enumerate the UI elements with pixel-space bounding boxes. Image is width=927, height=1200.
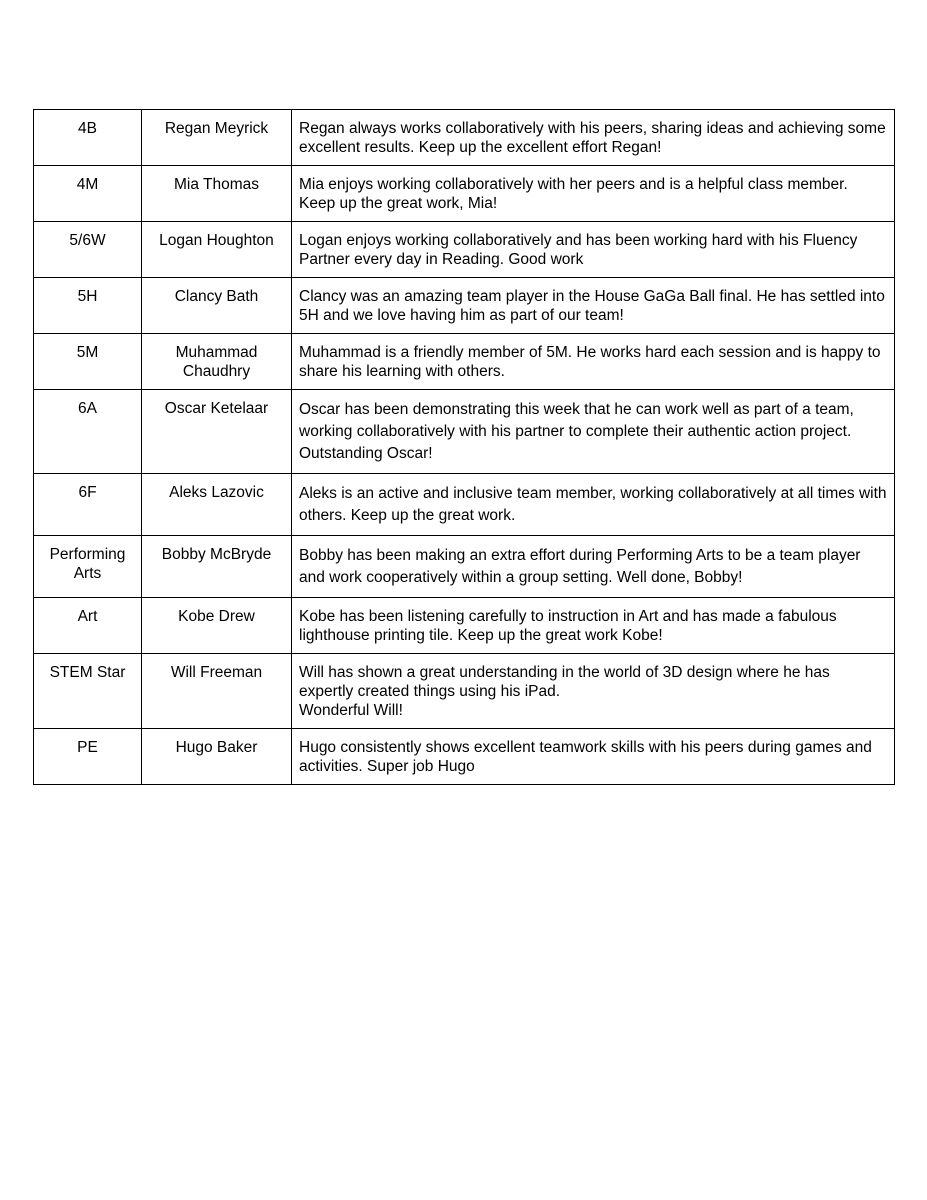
student-name-cell: Will Freeman — [142, 654, 292, 729]
student-name-cell: Oscar Ketelaar — [142, 390, 292, 474]
student-name-cell: Regan Meyrick — [142, 110, 292, 166]
class-cell: 4B — [34, 110, 142, 166]
class-cell: Art — [34, 598, 142, 654]
student-name-cell: Clancy Bath — [142, 278, 292, 334]
comment-cell: Regan always works collaboratively with his peers, sharing ideas and achieving some excellent results. Keep up the excellent effort Regan! — [292, 110, 895, 166]
class-cell: 6A — [34, 390, 142, 474]
class-cell: PE — [34, 729, 142, 785]
table-row — [34, 222, 895, 278]
table-row — [34, 654, 895, 729]
table-row — [34, 166, 895, 222]
comment-cell: Mia enjoys working collaboratively with her peers and is a helpful class member. Keep up the great work, Mia! — [292, 166, 895, 222]
student-name-cell: Muhammad Chaudhry — [142, 334, 292, 390]
comment-cell: Will has shown a great understanding in the world of 3D design where he has expertly created things using his iPad. Wonderful Will! — [292, 654, 895, 729]
awards-table — [33, 109, 895, 785]
table-row — [34, 729, 895, 785]
table-row — [34, 474, 895, 536]
comment-cell: Clancy was an amazing team player in the House GaGa Ball final. He has settled into 5H and we love having him as part of our team! — [292, 278, 895, 334]
class-cell: 6F — [34, 474, 142, 536]
student-name-cell: Hugo Baker — [142, 729, 292, 785]
table-row — [34, 598, 895, 654]
comment-cell: Logan enjoys working collaboratively and has been working hard with his Fluency Partner every day in Reading. Good work — [292, 222, 895, 278]
student-name-cell: Aleks Lazovic — [142, 474, 292, 536]
class-cell: STEM Star — [34, 654, 142, 729]
table-row — [34, 390, 895, 474]
student-name-cell: Logan Houghton — [142, 222, 292, 278]
student-name-cell: Kobe Drew — [142, 598, 292, 654]
student-name-cell: Mia Thomas — [142, 166, 292, 222]
table-row — [34, 536, 895, 598]
comment-cell: Muhammad is a friendly member of 5M. He works hard each session and is happy to share his learning with others. — [292, 334, 895, 390]
comment-cell: Aleks is an active and inclusive team member, working collaboratively at all times with others. Keep up the great work. — [292, 474, 895, 536]
class-cell: Performing Arts — [34, 536, 142, 598]
table-row — [34, 334, 895, 390]
comment-cell: Hugo consistently shows excellent teamwork skills with his peers during games and activities. Super job Hugo — [292, 729, 895, 785]
class-cell: 5/6W — [34, 222, 142, 278]
comment-cell: Kobe has been listening carefully to instruction in Art and has made a fabulous lighthouse printing tile. Keep up the great work Kobe! — [292, 598, 895, 654]
comment-cell: Bobby has been making an extra effort during Performing Arts to be a team player and work cooperatively within a group setting. Well done, Bobby! — [292, 536, 895, 598]
student-name-cell: Bobby McBryde — [142, 536, 292, 598]
class-cell: 5H — [34, 278, 142, 334]
class-cell: 4M — [34, 166, 142, 222]
comment-cell: Oscar has been demonstrating this week that he can work well as part of a team, working collaboratively with his partner to complete their authentic action project. Outstanding Oscar! — [292, 390, 895, 474]
class-cell: 5M — [34, 334, 142, 390]
table-row — [34, 110, 895, 166]
table-row — [34, 278, 895, 334]
